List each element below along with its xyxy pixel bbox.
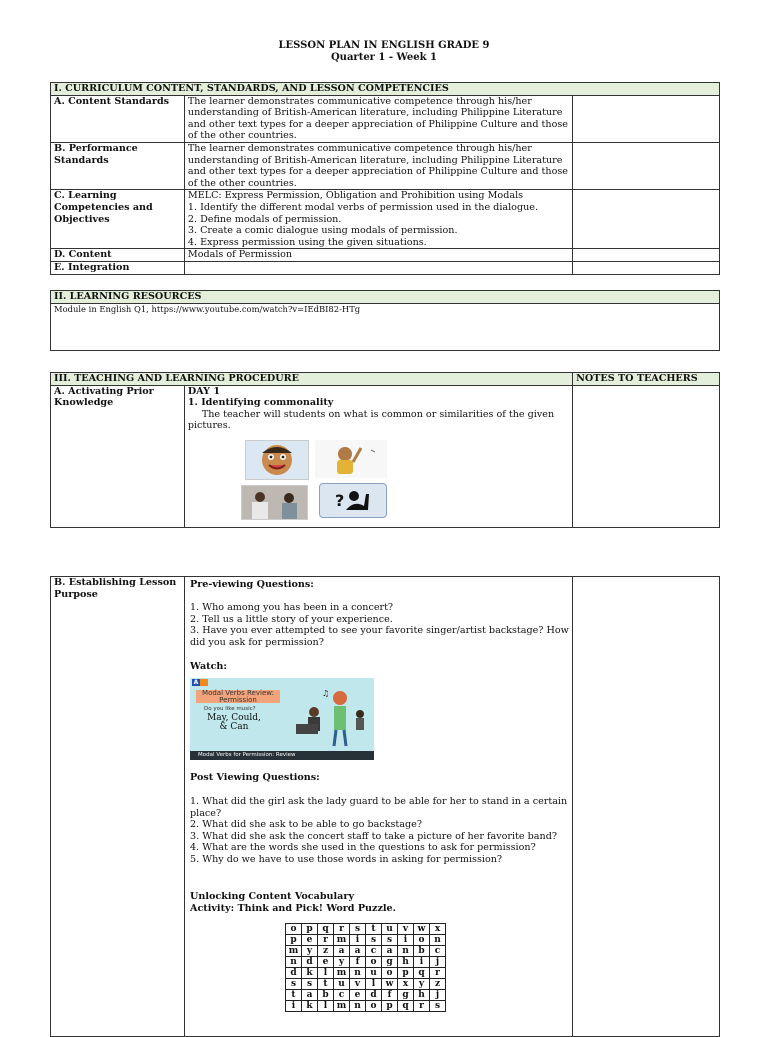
puzzle-cell[interactable]: t — [286, 990, 302, 1001]
puzzle-cell[interactable]: a — [302, 990, 318, 1001]
puzzle-cell[interactable]: n — [350, 968, 366, 979]
puzzle-cell[interactable]: s — [366, 935, 382, 946]
puzzle-cell[interactable]: i — [398, 935, 414, 946]
row-text: Modals of Permission — [184, 249, 572, 262]
puzzle-cell[interactable]: o — [366, 957, 382, 968]
video-badge: A — [193, 679, 199, 686]
puzzle-cell[interactable]: p — [382, 1001, 398, 1012]
video-thumbnail[interactable] — [190, 678, 374, 760]
question-hand-picture — [319, 483, 387, 518]
section-heading: I. CURRICULUM CONTENT, STANDARDS, AND LESSON COMPETENCIES — [51, 83, 720, 96]
puzzle-cell[interactable]: t — [318, 979, 334, 990]
puzzle-cell[interactable]: k — [302, 1001, 318, 1012]
row-label: A. Content Standards — [51, 95, 185, 142]
puzzle-cell[interactable]: f — [382, 990, 398, 1001]
puzzle-cell[interactable]: o — [286, 924, 302, 935]
puzzle-row — [286, 1001, 446, 1012]
puzzle-cell[interactable]: q — [318, 924, 334, 935]
puzzle-cell[interactable]: p — [286, 935, 302, 946]
page-title: LESSON PLAN IN ENGLISH GRADE 9 — [278, 40, 490, 51]
row-label: D. Content — [51, 249, 185, 262]
watch-label: Watch: — [190, 661, 227, 672]
puzzle-cell[interactable]: w — [382, 979, 398, 990]
puzzle-cell[interactable]: l — [318, 1001, 334, 1012]
row-text: The learner demonstrates communicative competence through his/her understanding of British-American literature, including Philippine Literature and other text types for a deeper appreciation of Philippine Culture and those of the other countries. — [184, 142, 572, 189]
puzzle-row — [286, 968, 446, 979]
vocab-heading: Unlocking Content Vocabulary — [190, 891, 355, 902]
page-subtitle: Quarter 1 - Week 1 — [330, 52, 438, 63]
puzzle-cell[interactable]: m — [286, 946, 302, 957]
puzzle-cell[interactable]: e — [318, 957, 334, 968]
puzzle-cell[interactable]: d — [286, 968, 302, 979]
classroom-photo — [241, 485, 308, 520]
puzzle-cell[interactable]: b — [414, 946, 430, 957]
puzzle-cell[interactable]: i — [286, 1001, 302, 1012]
competency-line: 1. Identify the different modal verbs of permission used in the dialogue. — [187, 201, 539, 213]
puzzle-cell[interactable]: y — [302, 946, 318, 957]
puzzle-cell[interactable]: s — [350, 924, 366, 935]
puzzle-cell[interactable]: y — [414, 979, 430, 990]
puzzle-cell[interactable]: b — [318, 990, 334, 1001]
puzzle-cell[interactable]: p — [302, 924, 318, 935]
puzzle-cell[interactable]: r — [334, 924, 350, 935]
puzzle-cell[interactable]: a — [350, 946, 366, 957]
puzzle-cell[interactable]: d — [366, 990, 382, 1001]
puzzle-cell[interactable]: e — [350, 990, 366, 1001]
question-item: 4. What are the words she used in the questions to ask for permission? — [190, 842, 536, 854]
question-item: 2. Tell us a little story of your experience. — [190, 613, 393, 625]
resources-text: Module in English Q1, https://www.youtube.com/watch?v=IEdBI82-HTg — [51, 303, 720, 350]
puzzle-cell[interactable]: m — [334, 968, 350, 979]
notes-heading: NOTES TO TEACHERS — [573, 373, 720, 386]
puzzle-cell[interactable]: q — [414, 968, 430, 979]
puzzle-row — [286, 957, 446, 968]
row-text: The learner demonstrates communicative competence through his/her understanding of British-American literature, including Philippine Literature and other text types for a deeper appreciation of Philippine Culture and those of the other countries. — [184, 95, 572, 142]
puzzle-cell[interactable]: z — [318, 946, 334, 957]
activity-heading: Activity: Think and Pick! Word Puzzle. — [190, 903, 396, 914]
question-item: 3. What did she ask the concert staff to take a picture of her favorite band? — [190, 830, 557, 842]
puzzle-cell[interactable]: h — [398, 957, 414, 968]
puzzle-row — [286, 935, 446, 946]
puzzle-cell[interactable]: i — [350, 935, 366, 946]
puzzle-cell[interactable]: u — [366, 968, 382, 979]
competency-line: 4. Express permission using the given situations. — [187, 236, 427, 248]
puzzle-cell[interactable]: s — [286, 979, 302, 990]
puzzle-cell[interactable]: h — [414, 990, 430, 1001]
puzzle-cell[interactable]: g — [398, 990, 414, 1001]
row-label: C. Learning Competencies and Objectives — [51, 190, 185, 249]
row-label: B. Establishing Lesson Purpose — [51, 577, 185, 1037]
row-label: E. Integration — [51, 261, 185, 274]
puzzle-cell[interactable]: m — [334, 1001, 350, 1012]
puzzle-cell[interactable]: r — [430, 968, 446, 979]
puzzle-cell[interactable]: n — [286, 957, 302, 968]
day-label: DAY 1 — [187, 385, 220, 397]
competency-line: 3. Create a comic dialogue using modals of permission. — [187, 225, 458, 237]
question-item: 5. Why do we have to use those words in asking for permission? — [190, 853, 503, 865]
concert-illustration — [286, 684, 370, 750]
svg-text:?: ? — [335, 491, 345, 510]
section-heading: II. LEARNING RESOURCES — [51, 291, 720, 304]
section-heading: III. TEACHING AND LEARNING PROCEDURE — [51, 373, 573, 386]
puzzle-cell[interactable]: c — [366, 946, 382, 957]
boy-face-picture — [245, 440, 309, 480]
question-item: 2. What did she ask to be able to go backstage? — [190, 819, 422, 831]
puzzle-cell[interactable]: f — [350, 957, 366, 968]
puzzle-cell[interactable]: p — [398, 968, 414, 979]
video-big-text: May, Could, & Can — [207, 713, 261, 732]
puzzle-cell[interactable]: u — [334, 979, 350, 990]
puzzle-cell[interactable]: u — [382, 924, 398, 935]
puzzle-cell[interactable]: m — [334, 935, 350, 946]
puzzle-cell[interactable]: j — [430, 990, 446, 1001]
puzzle-cell[interactable]: c — [334, 990, 350, 1001]
activity-title: 1. Identifying commonality — [187, 397, 334, 409]
puzzle-row — [286, 979, 446, 990]
puzzle-cell[interactable]: l — [318, 968, 334, 979]
puzzle-cell[interactable]: o — [382, 968, 398, 979]
badge-accent — [200, 679, 208, 686]
row-label: B. Performance Standards — [51, 142, 185, 189]
puzzle-cell[interactable]: g — [382, 957, 398, 968]
puzzle-cell[interactable]: v — [398, 924, 414, 935]
puzzle-cell[interactable]: l — [366, 979, 382, 990]
post-viewing-questions — [190, 796, 574, 866]
puzzle-cell[interactable]: d — [302, 957, 318, 968]
puzzle-cell[interactable]: a — [382, 946, 398, 957]
pre-viewing-questions — [190, 602, 574, 648]
puzzle-cell[interactable]: s — [430, 1001, 446, 1012]
pre-viewing-heading: Pre-viewing Questions: — [190, 579, 314, 590]
competencies-list — [184, 190, 572, 249]
resources-table — [50, 290, 720, 351]
puzzle-cell[interactable]: e — [302, 935, 318, 946]
puzzle-cell[interactable]: q — [398, 1001, 414, 1012]
row-text — [184, 261, 572, 274]
puzzle-cell[interactable]: a — [334, 946, 350, 957]
puzzle-cell[interactable]: c — [430, 946, 446, 957]
video-footer: Modal Verbs for Permission: Review — [190, 751, 374, 760]
puzzle-cell[interactable]: k — [302, 968, 318, 979]
puzzle-cell[interactable]: v — [350, 979, 366, 990]
puzzle-cell[interactable]: w — [414, 924, 430, 935]
puzzle-cell[interactable]: z — [430, 979, 446, 990]
competency-line: 2. Define modals of permission. — [187, 213, 342, 225]
puzzle-cell[interactable]: r — [414, 1001, 430, 1012]
svg-text:♫: ♫ — [322, 689, 330, 698]
question-item: 3. Have you ever attempted to see your favorite singer/artist backstage? How did you ask for permission? — [190, 625, 569, 648]
row-label: A. Activating Prior Knowledge — [51, 385, 185, 527]
puzzle-row — [286, 924, 446, 935]
puzzle-cell[interactable]: x — [430, 924, 446, 935]
puzzle-cell[interactable]: s — [382, 935, 398, 946]
question-item: 1. What did the girl ask the lady guard to be able for her to stand in a certain place? — [190, 796, 568, 819]
question-item: 1. Who among you has been in a concert? — [190, 602, 394, 613]
video-title: Modal Verbs Review: Permission — [196, 690, 280, 703]
puzzle-cell[interactable]: o — [414, 935, 430, 946]
puzzle-cell[interactable]: n — [350, 1001, 366, 1012]
competency-line: MELC: Express Permission, Obligation and Prohibition using Modals — [187, 190, 524, 202]
puzzle-row — [286, 946, 446, 957]
post-viewing-heading: Post Viewing Questions: — [190, 772, 320, 783]
raising-hand-picture — [315, 440, 387, 478]
puzzle-cell[interactable]: x — [398, 979, 414, 990]
puzzle-cell[interactable]: y — [334, 957, 350, 968]
puzzle-cell[interactable]: i — [414, 957, 430, 968]
puzzle-cell[interactable]: j — [430, 957, 446, 968]
word-puzzle-grid — [285, 923, 446, 1012]
puzzle-cell[interactable]: r — [318, 935, 334, 946]
curriculum-table — [50, 82, 720, 275]
puzzle-cell[interactable]: t — [366, 924, 382, 935]
puzzle-row — [286, 990, 446, 1001]
activity-instruction: The teacher will students on what is common or similarities of the given pictures. — [187, 408, 555, 432]
puzzle-cell[interactable]: n — [430, 935, 446, 946]
video-question: Do you like music? — [204, 706, 256, 712]
puzzle-cell[interactable]: s — [302, 979, 318, 990]
puzzle-cell[interactable]: n — [398, 946, 414, 957]
puzzle-cell[interactable]: o — [366, 1001, 382, 1012]
